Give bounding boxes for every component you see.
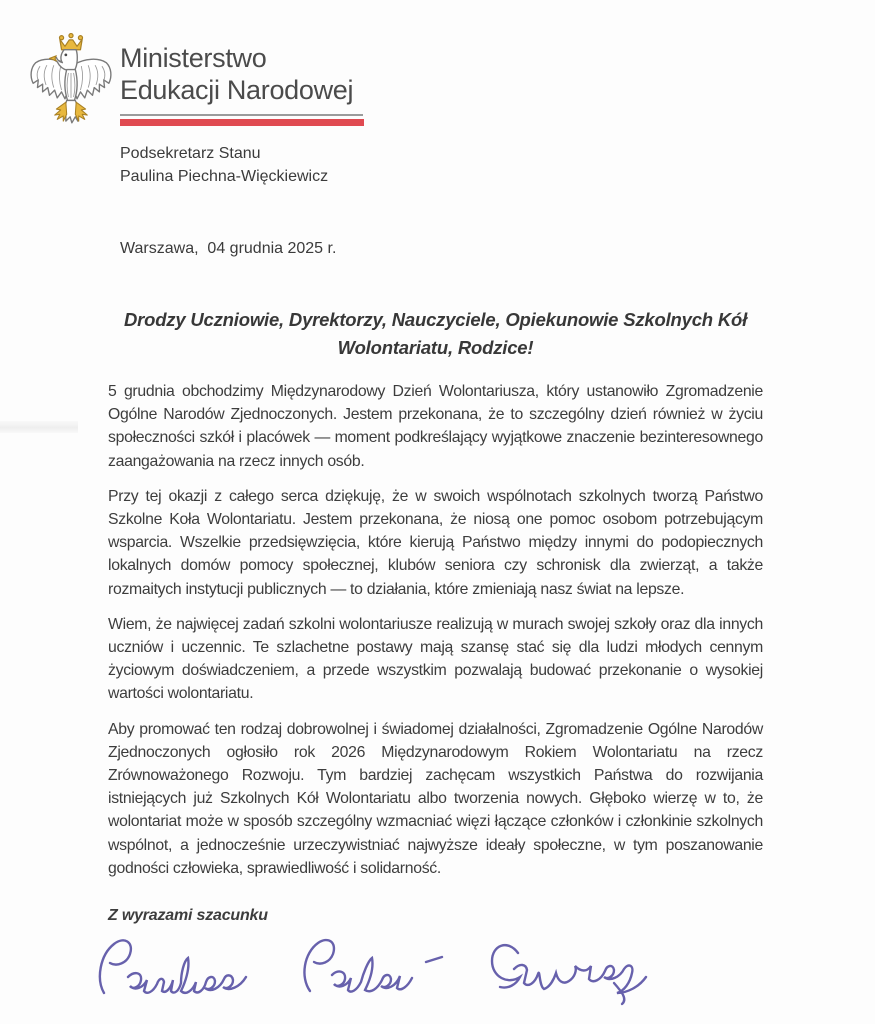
salutation-line2: Wolontariatu, Rodzice!: [337, 337, 534, 358]
ministry-name-line2: Edukacji Narodowej: [120, 75, 354, 105]
scan-artifact: [0, 421, 78, 433]
paragraph: Przy tej okazji z całego serca dziękuję, że w swoich wspólnotach szkolnych tworzą Państwo Szkolne Koła Wolontariatu. Jestem przekonana, że niosą one pomoc osobom potrzebującym wsparcia. Wszelkie przedsięwzięcia, które kierują Państwo między innymi do podopiecznych lokalnych domów pomocy społecznej, klubów seniora czy schronisk dla zwierząt, a także rozmaitych instytucji publicznych — to działania, które zmieniają nasz świat na lepsze.: [108, 487, 763, 598]
header-divider-red: [120, 119, 364, 126]
paragraph: 5 grudnia obchodzimy Międzynarodowy Dzień Wolontariusza, który ustanowiło Zgromadzenie Ogólne Narodów Zjednoczonych. Jestem przekonana, że to szczególny dzień również w życiu społeczności szkół i placówek — moment podkreślający wyjątkowe znaczenie bezinteresownego zaangażowania na rzecz innych osób.: [108, 383, 763, 470]
salutation-line1: Drodzy Uczniowie, Dyrektorzy, Nauczyciele, Opiekunowie Szkolnych Kół: [123, 309, 748, 330]
signature-handwriting: [94, 931, 654, 1017]
dateline: Warszawa, 04 grudnia 2025 r.: [120, 240, 337, 257]
salutation: [108, 306, 763, 362]
closing-phrase: Z wyrazami szacunku: [108, 907, 268, 925]
letter-body: [108, 380, 763, 1017]
official-title: Podsekretarz Stanu: [120, 145, 261, 162]
polish-eagle-emblem-icon: [28, 33, 114, 137]
header-divider-gray: [120, 114, 363, 116]
official-block: [120, 142, 328, 188]
ministry-name-line1: Ministerstwo: [120, 43, 267, 73]
paragraph: Aby promować ten rodzaj dobrowolnej i świadomej działalności, Zgromadzenie Ogólne Narodów Zjednoczonych ogłosiło rok 2026 Międzynarodowym Rokiem Wolontariatu na rzecz Zrównoważonego Rozwoju. Tym bardziej zachęcam wszystkich Państwa do rozwijania istniejących już Szkolnych Kół Wolontariatu albo tworzenia nowych. Głęboko wierzę w to, że wolontariat może w sposób szczególny wzmacniać więzi łączące członków i członkinie szkolnych wspólnot, a jednocześnie urzeczywistniać najwyższe ideały społeczne, w tym poszanowanie godności człowieka, sprawiedliwość i solidarność.: [108, 720, 763, 877]
ministry-name: [120, 42, 353, 106]
paragraph: Wiem, że najwięcej zadań szkolni wolontariusze realizują w murach swojej szkoły oraz dla innych uczniów i uczennic. Te szlachetne postawy mają szansę stać się dla ludzi młodych cennym życiowym doświadczeniem, a przede wszystkim pozwalają budować przekonanie o wysokiej wartości wolontariatu.: [108, 615, 763, 703]
official-name: Paulina Piechna-Więckiewicz: [120, 168, 329, 185]
